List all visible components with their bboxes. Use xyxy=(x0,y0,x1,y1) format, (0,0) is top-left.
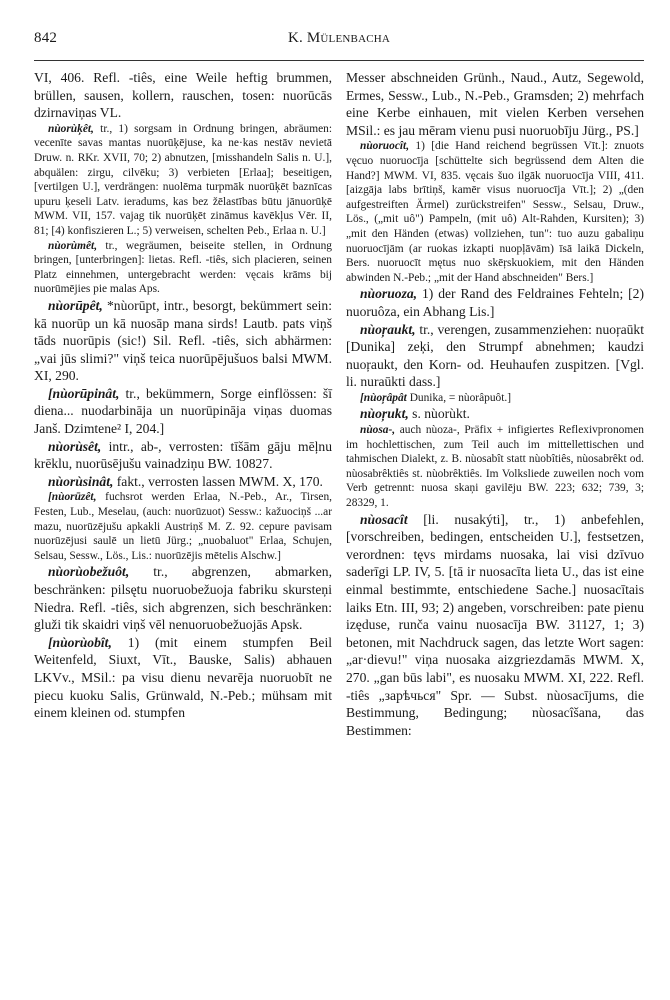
dictionary-entry xyxy=(34,634,332,722)
dictionary-entry xyxy=(34,490,332,563)
right-column xyxy=(346,69,644,739)
two-column-body xyxy=(34,69,644,739)
entry-headword: nùoruocît, xyxy=(360,140,410,153)
entry-text: tr., abgrenzen, abmarken, beschränken: pilsętu nuoruobežuoja fabriku skursteņi Niedra. Refl. -tiês, sich abgrenzen, sich beschränken: gluži tik skaidri viņš vēl nenuoruobežuojās Apsk. xyxy=(34,564,332,633)
entry-text: tr., verengen, zusammenziehen: nuoŗaūkt [Dunika] zeķi, den Strumpf abnehmen; kaudzi nuoŗaukt, den Korn- od. Heuhaufen zuspitzen. [Vgl. li. nuraūkti dass.] xyxy=(346,321,644,390)
entry-headword: [nùorūzêt, xyxy=(48,491,97,504)
entry-text: VI, 406. Refl. -tiês, eine Weile heftig brummen, brüllen, sausen, kollern, rauschen, tosen: nuorūcās dzirnaviņas VL. xyxy=(34,70,332,121)
entry-text: intr., ab-, verrosten: tīšām gāju mēļnu krēklu, nuorūsējušu vainadziņu BW. 10827. xyxy=(34,438,332,472)
entry-continuation xyxy=(346,69,644,139)
entry-text: tr., wegräumen, beiseite stellen, in Ordnung bringen, [unterbringen]: lietas. Refl. -tiês, sich placieren, seinen Platz einnehmen, untergebracht werden: vęcais krāms bij nuorūmējies pie malas Aps. xyxy=(34,239,332,296)
entry-headword: [nùorūpinât, xyxy=(48,385,120,401)
dictionary-entry xyxy=(34,239,332,297)
dictionary-entry xyxy=(346,405,644,423)
entry-text: fakt., verrosten lassen MWM. X, 170. xyxy=(113,473,323,489)
header-rule xyxy=(34,60,644,61)
entry-text: Dunika, = nùorâpuôt.] xyxy=(406,391,512,404)
dictionary-entry xyxy=(34,473,332,491)
dictionary-entry xyxy=(346,511,644,740)
entry-text: s. nùorùkt. xyxy=(408,406,470,422)
dictionary-entry xyxy=(34,385,332,438)
entry-text: fuchsrot werden Erlaa, N.-Peb., Ar., Tirsen, Festen, Lub., Meselau, (auch: nuorūzuot) Sessw.: kažuociņš ...ar mazu, nuorūzējušu apkakli Austriņš M. Z. 92. cepure pavisam nuorūzējusi saulē un lietū Jürg.; „nuobaluot" Erlaa, Schujen, Selsau, Sessw., Lös., Lis.: nuorūzējis mētelis Alschw.] xyxy=(34,491,332,562)
entry-headword: nùorùķêt, xyxy=(48,122,94,135)
entry-headword: nùosa-, xyxy=(360,424,396,437)
entry-text: auch nùoza-, Präfix + infigiertes Reflexivpronomen im hochlettischen, zum Teil auch im mittellettischen und tahmischen Dialekt, z. B. nùosabît statt nùobîtiês, nùosabrêkt od. nùosabrêktiês st. nùobrêktiês. Im Volksliede zuweilen noch vom Verb getrennt: nuosa skaņi gavilēju BW. 223; 632; 739, 3; 28329, 1. xyxy=(346,424,644,510)
entry-headword: [nùorùobît, xyxy=(48,634,112,650)
dictionary-entry xyxy=(346,391,644,406)
dictionary-entry xyxy=(346,423,644,511)
entry-text: *nùorūpt, intr., besorgt, bekümmert sein: kā nuorūp un kā nuosāp mana sirds! Lautb. pats viņš tāds nuorūpis (sic!) Sil. Refl. -tiês, sich abhärmen: „vai jūs slimi?" viņš teica nuorūpējušuos balsi MWM. XI, 290. xyxy=(34,297,332,384)
entry-text: tr., bekümmern, Sorge einflössen: šī diena... nuodarbināja un nuorūpināja viņas duomas Janš. Dzimtene² I, 204.] xyxy=(34,385,332,437)
entry-headword: nùorùsinât, xyxy=(48,473,114,489)
page-header xyxy=(34,30,644,54)
entry-headword: nùoŗaukt, xyxy=(360,321,416,337)
dictionary-entry xyxy=(34,563,332,633)
entry-continuation xyxy=(34,69,332,122)
entry-text: 1) [die Hand reichend begrüssen Vīt.]: znuots vęcuo nuoruocīja [schüttelte sich begrüssend dem Alten die Hand?] MWM. VI, 835. vęcais šuo ilgāk nuoruocīja VIII, 411. [aizgāja labs brītiņš, kamēr visus nuoruocīja Vīt.]; 2) „(den aufgestreiften Ärmel) zurückstreifen" Sessw., Selsau, Druw., Lös., („mit uô") Pampeln, (mit uô) Alt-Rahden, Kursiten); 3) „mit den Händen (etwas) vollziehen, tun": tuo auzu gabaliņu nuoruocījām (ar ruokas izkapti nuopļāvām) īsā laikā Dickeln, Bers. nuoruocīt mętus nuo skēŗskuokiem, mit den Händen abwinden N.-Peb.; „mit der Hand abschneiden" Bers.] xyxy=(346,140,644,284)
entry-headword: nùorùsêt, xyxy=(48,438,102,454)
entry-headword: nùorùmêt, xyxy=(48,239,98,252)
dictionary-entry xyxy=(346,321,644,391)
entry-headword: nùoruoza, xyxy=(360,286,418,302)
entry-headword: nùoŗukt, xyxy=(360,406,409,422)
dictionary-entry xyxy=(346,285,644,320)
entry-text: [li. nusakýti], tr., 1) anbefehlen, [vorschreiben, bedingen, entscheiden U.], festsetzen, verordnen: tęvs mirdams nuosaka, lai visi dzīvuo saderīgi LP. IV, 5. [tā ir nuosacīta lieta U., das ist eine einmal bestimmte, entschiedene Sache.] nuosacītais laiks Etn. III, 93; 2) angeben, vorschreiben: pate pienu izęduse, runča vainu nuosacīja BW. 31127, 1; 3) betonen, mit Nachdruck sagen, das letzte Wort sagen: „ar·dievu!" viņa nuosaka aizgriezdamās MWM. X, 270. „gan būs labi", es nuosaku MWM. XI, 222. Refl. -tiês „зарѣчься" Spr. — Subst. nùosacījums, die Bestimmung, Bedingung; nùosacîšana, das Bestimmen: xyxy=(346,511,644,738)
entry-text: 1) (mit einem stumpfen Beil Weitenfeld, Siuxt, Vīt., Bauske, Salis) abhauen LKVv., MSil.: pa visu dienu nevarēja nuoruobīt ne piecu kuoku Salis, Grünwald, N.-Peb.; mühsam mit einem kleinen od. stumpfen xyxy=(34,634,332,721)
entry-headword: [nùoŗâpât xyxy=(360,391,407,404)
left-column xyxy=(34,69,332,739)
page-number: 842 xyxy=(34,30,58,46)
dictionary-entry xyxy=(34,122,332,239)
entry-text: Messer abschneiden Grünh., Naud., Autz, Segewold, Ermes, Sessw., Lub., N.-Peb., Gramsden; 2) mehrfach eine Kerbe einhauen, mit vielen Kerben versehen MSil.: es jau mēram vienu pusi nuoruobīju Jürg., PS.] xyxy=(346,70,644,138)
entry-text: tr., 1) sorgsam in Ordnung bringen, abräumen: vecenīte savas mantas nuorūķējuse, ka ne·kas nestāv nevietā Druw. n. RKr. XVII, 70; 2) abnutzen, [misshandeln Salis n. U.], abquälen: zirgu, cilvēku; 3) verbieten [Erlaa]; beseitigen, [vertilgen U.], verdrängen: nuolēma turpmāk nuorūķēt baznīcas upuru ķeseli Latv. ieradums, kas bez žēlastības būtu jānuorūķē MWM. VII, 157. vajag tik nuorūķēt zināmus kavēkļus Vēr. II, 81; [4) konfiszieren L.; 5) verweisen, schelten Peb., Erlaa n. U.] xyxy=(34,122,332,237)
dictionary-entry xyxy=(34,297,332,385)
entry-headword: nùorùobežuôt, xyxy=(48,564,130,580)
dictionary-entry xyxy=(346,139,644,285)
running-title: K. Mülenbacha xyxy=(287,30,391,46)
entry-headword: nùosacît xyxy=(360,511,408,527)
entry-text: 1) der Rand des Feldraines Fehteln; [2) nuoruôza, ein Abhang Lis.] xyxy=(346,286,644,319)
entry-headword: nùorūpêt, xyxy=(48,297,103,313)
dictionary-entry xyxy=(34,438,332,473)
